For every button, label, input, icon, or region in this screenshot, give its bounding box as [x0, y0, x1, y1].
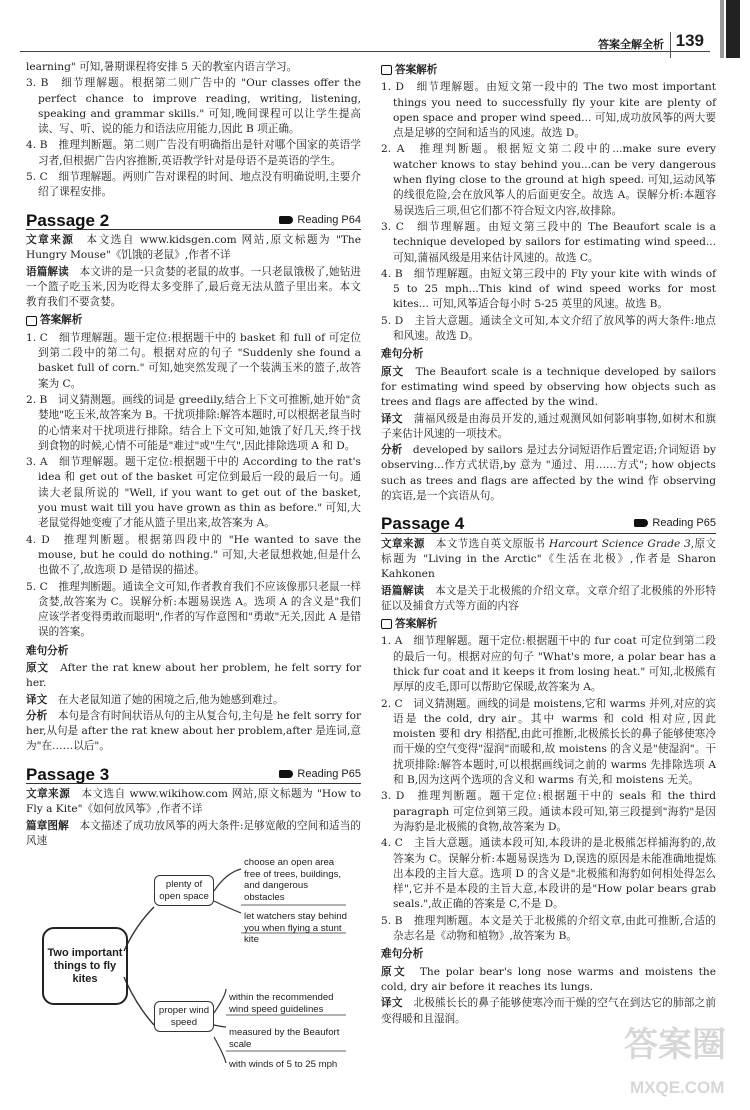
page-number: 139 [675, 31, 704, 50]
translation: 译文 北极熊长长的鼻子能够使寒冷而干燥的空气在到达它的肺部之前变得暖和且湿润。 [381, 997, 717, 1025]
pointing-hand-icon [279, 216, 293, 224]
passage-title: Passage 3 [26, 764, 110, 784]
answer-item: 5. C 推理判断题。通读全文可知,作者教育我们不应该像那只老鼠一样贪婪,故答案为 C。误解分析:本题易误选 A。选项 A 的含义是"我们应该学者变得勇敢而聪明",作者的写作意图和"勇敢"无关,因此 A 是错误的答案。 [26, 580, 361, 639]
passage-3-title-bar [26, 764, 361, 784]
answer-item: 4. B 推理判断题。第二则广告没有明确指出是针对哪个国家的英语学习者,但根据广告内容推断,英语教学针对是母语不是英语的学生。 [26, 139, 361, 167]
page-header [0, 0, 750, 58]
analysis: 分析 本句是含有时间状语从句的主从复合句,主句是 he felt sorry for her,从句是 after the rat knew about her problem,after 是连词,意为"在……以后"。 [26, 709, 362, 753]
answer-item: 4. C 主旨大意题。通读本段可知,本段讲的是北极熊怎样捕海豹的,故答案为 C。误解分析:本题易误选为 D,误选的原因是未能准确地提炼出本段的主旨大意。选项 D 的含义是"北极熊和海豹如何相处得怎么样",它并不是本段的主旨大意,本段讲的是"How polar bears grab seals.",故正确的答案是 C,不是 D。 [381, 837, 716, 911]
mind-map-diagram [26, 855, 361, 1080]
pointing-hand-icon [634, 519, 648, 527]
sentence-analysis-heading: 难句分析 [26, 644, 69, 657]
passage-4-title-bar [381, 516, 716, 533]
answer-item: 4. D 推理判断题。根据第四段中的 "He wanted to save the mouse, but he could do nothing." 可知,大老鼠想救她,但是什么也做不了,故选项 D 是错误的描述。 [26, 533, 361, 577]
reading-ref: Reading P64 [279, 213, 361, 228]
header-divider [670, 32, 671, 58]
edge-tab-light [720, 0, 724, 58]
mind-map-leaf: within the recommended wind speed guidelines [229, 992, 334, 1015]
summary: 语篇解读 本文是关于北极熊的介绍文章。文章介绍了北极熊的外形特征以及捕食方式等方面的内容 [381, 584, 717, 612]
header-rule [20, 51, 710, 52]
mind-map-leaf: choose an open area free of trees, buildings, and dangerous obstacles [244, 857, 342, 903]
edge-tab [726, 0, 740, 58]
answer-item: 5. B 推理判断题。本文是关于北极熊的介绍文章,由此可推断,合适的杂志名是《动物和植物》,故答案为 B。 [381, 914, 716, 943]
answer-item: 5. C 细节理解题。两则广告对课程的时间、地点没有明确说明,主要介绍了课程安排。 [26, 171, 361, 199]
mind-map-branch-1: plenty of open space [154, 875, 214, 906]
sentence-analysis-heading: 难句分析 [381, 348, 424, 361]
passage-title: Passage 2 [26, 210, 110, 230]
reading-ref: Reading P65 [279, 767, 361, 782]
mind-map-leaf: measured by the Beaufort scale [229, 1027, 340, 1050]
mind-map-center: Two important things to fly kites [42, 927, 128, 1005]
answer-item: 4. B 细节理解题。由短文第三段中的 Fly your kite with winds of 5 to 25 mph...This kind of wind speed works for most kites... 可知,风筝适合每小时 5-25 英里的风速。故选 B。 [381, 267, 716, 311]
translation: 译文 在大老鼠知道了她的困境之后,他为她感到难过。 [26, 693, 284, 706]
original-sentence: 原文 After the rat knew about her problem, he felt sorry for her. [26, 661, 362, 690]
summary: 语篇解读 本文讲的是一只贪婪的老鼠的故事。一只老鼠饿极了,她钻进一个篮子吃玉米,因为吃得太多变胖了,最后竟无法从篮子里出来。本文教育我们不要贪婪。 [26, 265, 362, 309]
answer-item: 3. A 细节理解题。题干定位:根据题干中的 According to the rat's idea 和 get out of the basket 可定位到最后一段的最后一句。通读大老鼠所说的 "Well, if you want to get out of the basket, you must wait till you have grown as thin as before." 可知,大老鼠觉得她变瘦了才能从篮子里出来,故答案为 A。 [26, 456, 361, 530]
answer-item: 2. A 推理判断题。根据短文第二段中的...make sure every watcher knows to stay behind you...can be very dangerous when flying close to the ground at high speed. 可知,运动风筝的线很危险,会在放风筝人的后面更安全。故选 A。误解分析:本题容易误选后三项,但它们都不符合短文内容,故排除。 [381, 143, 716, 217]
lock-icon [26, 316, 37, 326]
answer-item: 3. C 细节理解题。由短文第三段中的 The Beaufort scale is a technique developed by sailors for estimating wind speed... 可知,蒲福风级是用来估计风速的。故选 C。 [381, 220, 716, 264]
mind-map-branch-2: proper wind speed [154, 1001, 214, 1032]
answers-heading: 答案解析 [381, 617, 716, 632]
answers-heading: 答案解析 [26, 313, 361, 328]
analysis: 分析 developed by sailors 是过去分词短语作后置定语;介词短语 by observing...作方式状语,by 意为 "通过、用……方式"; how objects such as trees and flags are affected by the wind 作 observing 的宾语,是一个宾语从句。 [381, 444, 717, 503]
answer-item: 2. B 词义猜测题。画线的词是 greedily,结合上下文可推断,她开始"贪婪地"吃玉米,故答案为 B。干扰项排除:解答本题时,可以根据老鼠当时的心情来对干扰项进行排除。结合上下文可知,她饿了好几天,终于找到食物的时候,心情不可能是"难过"或"生气",因此排除选项 A 和 D。 [26, 393, 361, 452]
original-sentence: 原文 The polar bear's long nose warms and moistens the cold, dry air before it reaches its lungs. [381, 965, 717, 993]
pointing-hand-icon [279, 770, 293, 778]
source: 文章来源 本文选自 www.kidsgen.com 网站,原文标题为 "The Hungry Mouse"《饥饿的老鼠》,作者不详 [26, 233, 362, 262]
answer-item: 2. C 词义猜测题。画线的词是 moistens,它和 warms 并列,对应的宾语是 the cold, dry air。其中 warms 和 cold 相对应,因此 moisten 要和 dry 相搭配,由此可推断,北极熊长长的鼻子能够使寒冷而干燥的空气变得"湿润"而暖和,故 moistens 的含义是"使湿润"。干扰项排除:解答本题时,可以根据画线词之前的 warms 先排除选项 A 和 B,因为这两个选项的含义和 warms 有关,和 moistens 无关。 [381, 697, 716, 787]
lock-icon [381, 65, 392, 75]
paragraph: learning" 可知,暑期课程将安排 5 天的教室内语言学习。 [26, 61, 298, 73]
translation: 译文 蒲福风级是由海员开发的,通过观测风如何影响事物,如树木和旗子来估计风速的一项技术。 [381, 412, 717, 440]
answer-item: 1. A 细节理解题。题干定位:根据题干中的 fur coat 可定位到第二段的最后一句。根据对应的句子 "What's more, a polar bear has a thick fur coat and it keeps it from losing heat." 可知,北极熊有厚厚的皮毛,即可以帮助它保暖,故答案为 A。 [381, 635, 716, 694]
source: 文章来源 本文节选自英文原版书 Harcourt Science Grade 3,原文标题为 "Living in the Arctic"《生活在北极》,作者是 Sharon Kahkonen [381, 537, 717, 581]
right-column [381, 60, 716, 1028]
summary: 篇章图解 本文描述了成功放风筝的两大条件:足够宽敞的空间和适当的风速 [26, 819, 362, 847]
sentence-analysis-heading: 难句分析 [381, 948, 424, 961]
answers-heading: 答案解析 [381, 63, 716, 78]
answer-item: 1. C 细节理解题。题干定位:根据题干中的 basket 和 full of 可定位到第二段中的第二句。根据对应的句子 "Suddenly she found a basket full of corn." 可知,她突然发现了一个装满玉米的篮子,故答案为 C。 [26, 331, 361, 390]
source: 文章来源 本文选自 www.wikihow.com 网站,原文标题为 "How to Fly a Kite"《如何放风筝》,作者不详 [26, 788, 361, 816]
section-title: 答案全解全析 [598, 39, 664, 51]
mind-map-leaf: with winds of 5 to 25 mph [229, 1059, 338, 1071]
lock-icon [381, 619, 392, 629]
answer-item: 3. D 推理判断题。题干定位:根据题干中的 seals 和 the third paragraph 可定位到第三段。通读本段可知,第三段提到"海豹"是因为海豹是北极熊的食物,故答案为 D。 [381, 790, 716, 833]
original-sentence: 原文 The Beaufort scale is a technique developed by sailors for estimating wind speed by observing how objects such as trees and flags are affected by the wind. [381, 365, 717, 409]
watermark-logo: 答案圈 MXQE.COM [624, 1026, 726, 1097]
mind-map-leaf: let watchers stay behind you when flying a stunt kite [244, 911, 347, 946]
reading-ref: Reading P65 [634, 516, 716, 531]
answer-item: 1. D 细节理解题。由短文第一段中的 The two most important things you need to successfully fly your kite are plenty of open space and proper wind speed... 可知,成功放风筝的两大要点是足够的空间和适当的风速。故选 D。 [381, 81, 716, 140]
passage-2-title-bar [26, 210, 361, 230]
passage-title: Passage 4 [381, 514, 465, 534]
answer-item: 3. B 细节理解题。根据第二则广告中的 "Our classes offer the perfect chance to improve reading, writing, listening, speaking and grammar skills." 可知,晚间课程可以让学生提高读、写、听、说的能力和语法应用能力,因此 B 项正确。 [26, 77, 361, 136]
answer-item: 5. D 主旨大意题。通读全文可知,本文介绍了放风筝的两大条件:地点和风速。故选 D。 [381, 314, 716, 343]
left-column [26, 60, 361, 1080]
